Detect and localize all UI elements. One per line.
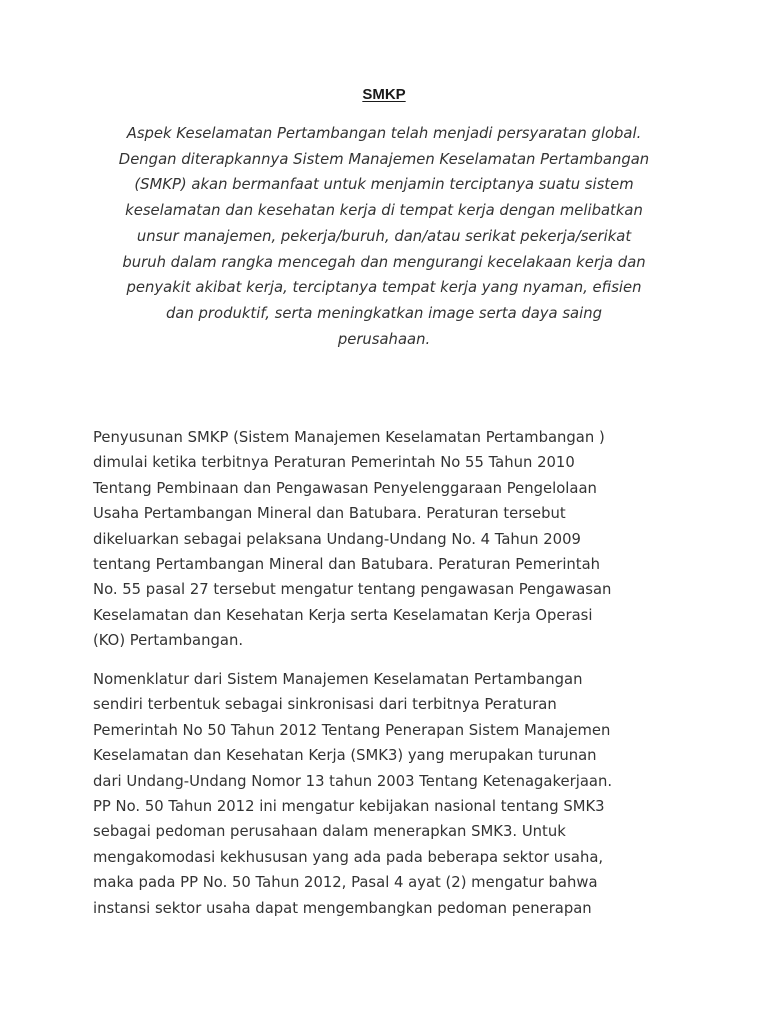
- intro-line: Aspek Keselamatan Pertambangan telah menjadi persyaratan global.: [126, 125, 642, 142]
- paragraph-line: Keselamatan dan Kesehatan Kerja (SMK3) yang merupakan turunan: [93, 747, 597, 765]
- paragraph-line: Pemerintah No 50 Tahun 2012 Tentang Penerapan Sistem Manajemen: [93, 721, 611, 739]
- paragraph-line: sebagai pedoman perusahaan dalam menerapkan SMK3. Untuk: [93, 823, 566, 841]
- paragraph-line: tentang Pertambangan Mineral dan Batubara. Peraturan Pemerintah: [93, 556, 601, 574]
- paragraph-line: maka pada PP No. 50 Tahun 2012, Pasal 4 ayat (2) mengatur bahwa: [93, 874, 598, 892]
- paragraph-line: dikeluarkan sebagai pelaksana Undang-Undang No. 4 Tahun 2009: [93, 530, 581, 548]
- intro-line: keselamatan dan kesehatan kerja di tempat kerja dengan melibatkan: [125, 202, 643, 220]
- paragraph-line: mengakomodasi kekhususan yang ada pada beberapa sektor usaha,: [93, 848, 604, 866]
- paragraph-line: No. 55 pasal 27 tersebut mengatur tentang pengawasan Pengawasan: [93, 581, 612, 599]
- body-paragraph-2: [93, 667, 713, 921]
- paragraph-line: Keselamatan dan Kesehatan Kerja serta Keselamatan Kerja Operasi: [93, 606, 593, 624]
- paragraph-line: sendiri terbentuk sebagai sinkronisasi dari terbitnya Peraturan: [93, 696, 557, 714]
- paragraph-line: Nomenklatur dari Sistem Manajemen Keselamatan Pertambangan: [93, 671, 583, 688]
- intro-line: buruh dalam rangka mencegah dan mengurangi kecelakaan kerja dan: [122, 253, 646, 271]
- paragraph-line: Penyusunan SMKP (Sistem Manajemen Keselamatan Pertambangan ): [93, 429, 605, 446]
- paragraph-line: Tentang Pembinaan dan Pengawasan Penyelenggaraan Pengelolaan: [93, 479, 597, 497]
- document-title: SMKP: [362, 86, 406, 103]
- paragraph-line: Usaha Pertambangan Mineral dan Batubara. Peraturan tersebut: [93, 505, 566, 523]
- paragraph-line: PP No. 50 Tahun 2012 ini mengatur kebijakan nasional tentang SMK3: [93, 798, 605, 816]
- body-paragraph-1: [93, 425, 713, 654]
- intro-line: penyakit akibat kerja, terciptanya tempat kerja yang nyaman, efisien: [126, 279, 642, 297]
- intro-line: Dengan diterapkannya Sistem Manajemen Keselamatan Pertambangan: [118, 150, 650, 168]
- paragraph-line: (KO) Pertambangan.: [93, 632, 244, 650]
- intro-line: dan produktif, serta meningkatkan image serta daya saing: [166, 304, 602, 322]
- paragraph-line: dari Undang-Undang Nomor 13 tahun 2003 Tentang Ketenagakerjaan.: [93, 772, 613, 790]
- intro-line: unsur manajemen, pekerja/buruh, dan/atau serikat pekerja/serikat: [136, 227, 632, 245]
- intro-line: perusahaan.: [337, 330, 431, 348]
- intro-paragraph: [72, 121, 696, 352]
- paragraph-line: dimulai ketika terbitnya Peraturan Pemerintah No 55 Tahun 2010: [93, 454, 575, 472]
- intro-line: (SMKP) akan bermanfaat untuk menjamin terciptanya suatu sistem: [134, 176, 634, 194]
- paragraph-line: instansi sektor usaha dapat mengembangkan pedoman penerapan: [93, 899, 592, 917]
